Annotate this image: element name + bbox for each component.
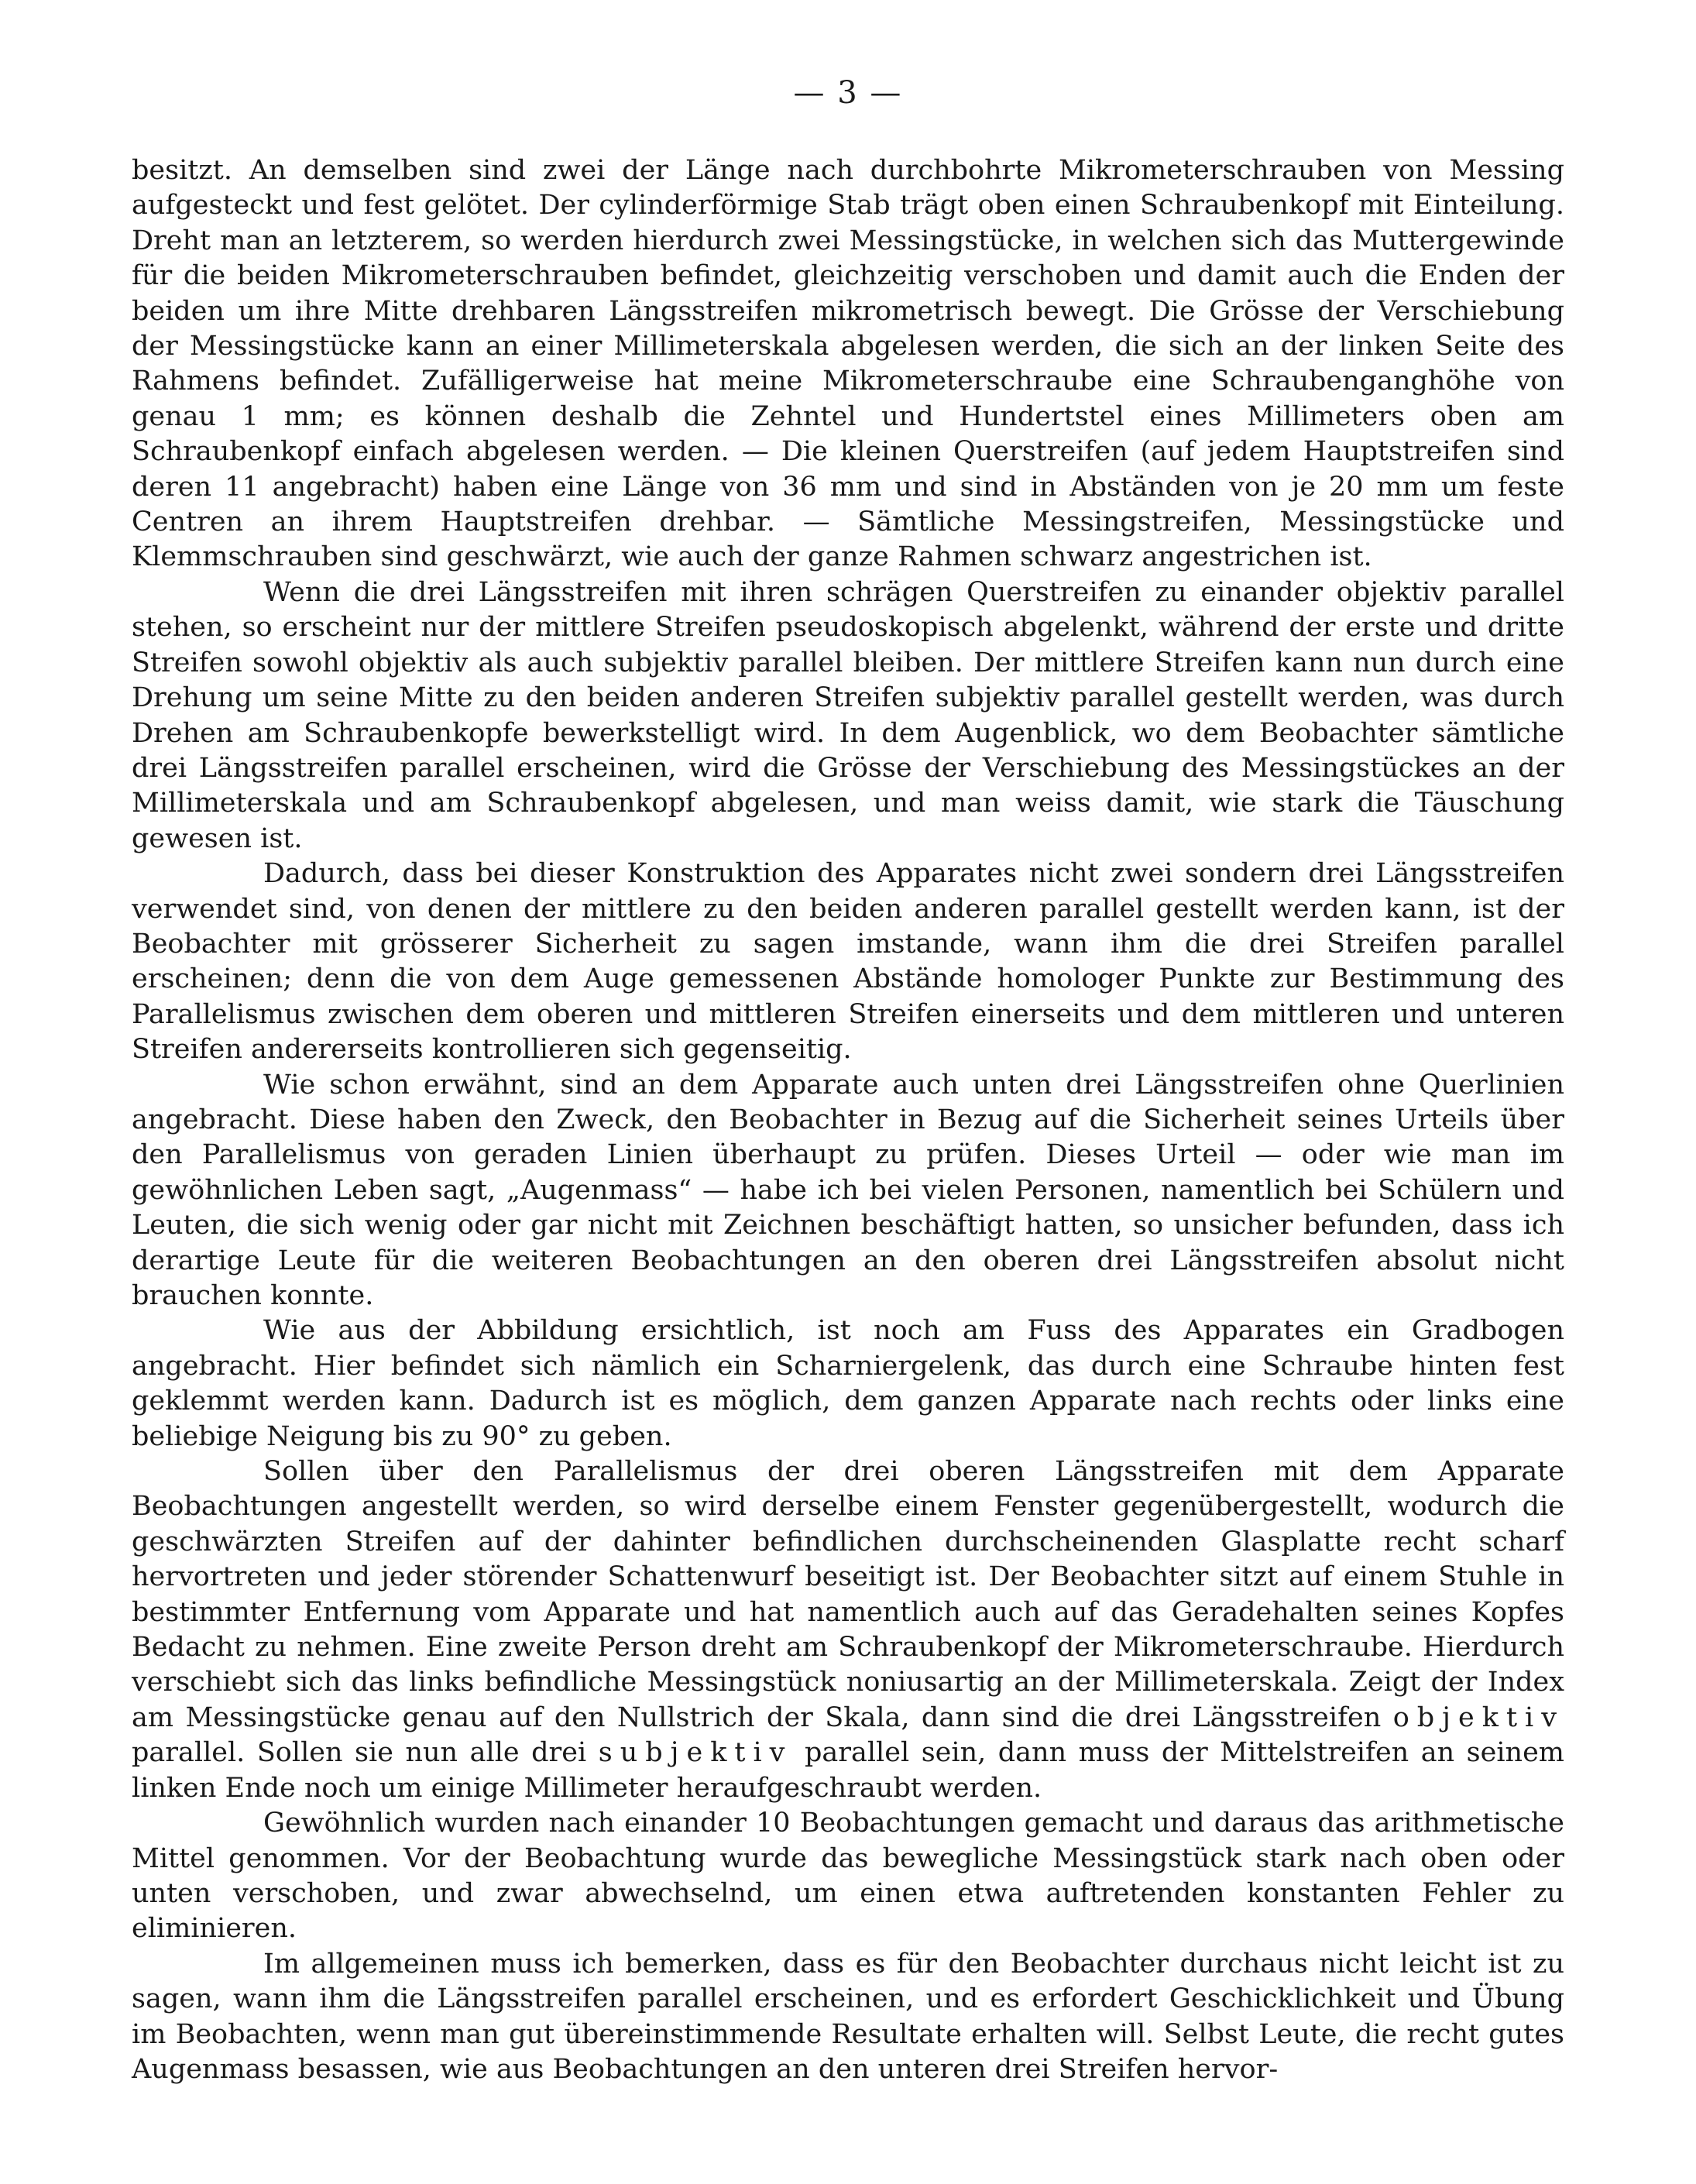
paragraph-6-part-b: parallel. Sollen sie nun alle drei bbox=[132, 1737, 599, 1769]
paragraph-7: Gewöhnlich wurden nach einander 10 Beobachtungen gemacht und daraus das arithmetische Mittel genommen. Vor der Beobachtung wurde das bewegliche Messingstück stark nach oben oder unten verschoben, und zwar abwechselnd, um einen etwa auftretenden konstanten Fehler zu eliminieren. bbox=[132, 1808, 1564, 1945]
paragraph-4: Wie schon erwähnt, sind an dem Apparate auch unten drei Längsstreifen ohne Querlinien angebracht. Diese haben den Zweck, den Beobachter in Bezug auf die Sicherheit seines Urteils über den Parallelismus von geraden Linien überhaupt zu prüfen. Dieses Urteil — oder wie man im gewöhnlichen Leben sagt, „Augenmass“ — habe ich bei vielen Personen, namentlich bei Schülern und Leuten, die sich wenig oder gar nicht mit Zeichnen beschäftigt hatten, so unsicher befunden, dass ich derartige Leute für die weiteren Beobachtungen an den oberen drei Längsstreifen absolut nicht brauchen konnte. bbox=[132, 1069, 1564, 1311]
paragraph-2: Wenn die drei Längsstreifen mit ihren schrägen Querstreifen zu einander objektiv parallel stehen, so erscheint nur der mittlere Streifen pseudoskopisch abgelenkt, während der erste und dritte Streifen sowohl objektiv als auch subjektiv parallel bleiben. Der mittlere Streifen kann nun durch eine Drehung um seine Mitte zu den beiden anderen Streifen subjektiv parallel gestellt werden, was durch Drehen am Schraubenkopfe bewerkstelligt wird. In dem Augenblick, wo dem Beobachter sämtliche drei Längsstreifen parallel erscheinen, wird die Grösse der Verschiebung des Messingstückes an der Millimeterskala und am Schraubenkopf abgelesen, und man weiss damit, wie stark die Täuschung gewesen ist. bbox=[132, 576, 1564, 854]
emphasis-objektiv: objektiv bbox=[1392, 1702, 1564, 1733]
paragraph-8: Im allgemeinen muss ich bemerken, dass es für den Beobachter durchaus nicht leicht ist zu sagen, wann ihm die Längsstreifen parallel erscheinen, und es erfordert Geschicklichkeit und Übung im Beobachten, wenn man gut übereinstimmende Resultate erhalten will. Selbst Leute, die recht gutes Augenmass besassen, wie aus Beobachtungen an den unteren drei Streifen hervor- bbox=[132, 1948, 1564, 2085]
paragraph-6-part-c: parallel sein, dann muss der Mittelstreifen an seinem linken Ende noch um einige Millimeter heraufgeschraubt werden. bbox=[132, 1737, 1564, 1804]
paragraph-6-part-a: Sollen über den Parallelismus der drei oberen Längsstreifen mit dem Apparate Beobachtungen angestellt werden, so wird derselbe einem Fenster gegenübergestellt, wodurch die geschwärzten Streifen auf der dahinter befindlichen durchscheinenden Glasplatte recht scharf hervortreten und jeder störender Schattenwurf beseitigt ist. Der Beobachter sitzt auf einem Stuhle in bestimmter Entfernung vom Apparate und hat namentlich auch auf das Geradehalten seines Kopfes Bedacht zu nehmen. Eine zweite Person dreht am Schraubenkopf der Mikrometerschraube. Hierdurch verschiebt sich das links befindliche Messingstück noniusartig an der Millimeterskala. Zeigt der Index am Messingstücke genau auf den Nullstrich der Skala, dann sind die drei Längsstreifen bbox=[132, 1456, 1564, 1733]
paragraph-6 bbox=[132, 1454, 1564, 1806]
paragraph-5: Wie aus der Abbildung ersichtlich, ist noch am Fuss des Apparates ein Gradbogen angebracht. Hier befindet sich nämlich ein Scharniergelenk, das durch eine Schraube hinten fest geklemmt werden kann. Dadurch ist es möglich, dem ganzen Apparate nach rechts oder links eine beliebige Neigung bis zu 90° zu geben. bbox=[132, 1315, 1564, 1452]
document-page bbox=[132, 77, 1564, 2153]
emphasis-subjektiv: subjektiv bbox=[598, 1737, 793, 1769]
paragraph-3: Dadurch, dass bei dieser Konstruktion des Apparates nicht zwei sondern drei Längsstreifen verwendet sind, von denen der mittlere zu den beiden anderen parallel gestellt werden kann, ist der Beobachter mit grösserer Sicherheit zu sagen imstande, wann ihm die drei Streifen parallel erscheinen; denn die von dem Auge gemessenen Abstände homologer Punkte zur Bestimmung des Parallelismus zwischen dem oberen und mittleren Streifen einerseits und dem mittleren und unteren Streifen andererseits kontrollieren sich gegenseitig. bbox=[132, 858, 1564, 1066]
page-number: — 3 — bbox=[793, 75, 903, 111]
paragraph-1: besitzt. An demselben sind zwei der Länge nach durchbohrte Mikrometerschrauben von Messing aufgesteckt und fest gelötet. Der cylinderförmige Stab trägt oben einen Schraubenkopf mit Einteilung. Dreht man an letzterem, so werden hierdurch zwei Messingstücke, in welchen sich das Muttergewinde für die beiden Mikrometerschrauben befindet, gleichzeitig verschoben und damit auch die Enden der beiden um ihre Mitte drehbaren Längsstreifen mikrometrisch bewegt. Die Grösse der Verschiebung der Messingstücke kann an einer Millimeterskala abgelesen werden, die sich an der linken Seite des Rahmens befindet. Zufälligerweise hat meine Mikrometerschraube eine Schraubenganghöhe von genau 1 mm; es können deshalb die Zehntel und Hundertstel eines Millimeters oben am Schraubenkopf einfach abgelesen werden. — Die kleinen Querstreifen (auf jedem Hauptstreifen sind deren 11 angebracht) haben eine Länge von 36 mm und sind in Abständen von je 20 mm um feste Centren an ihrem Hauptstreifen drehbar. — Sämtliche Messingstreifen, Messingstücke und Klemmschrauben sind geschwärzt, wie auch der ganze Rahmen schwarz angestrichen ist. bbox=[132, 155, 1564, 573]
